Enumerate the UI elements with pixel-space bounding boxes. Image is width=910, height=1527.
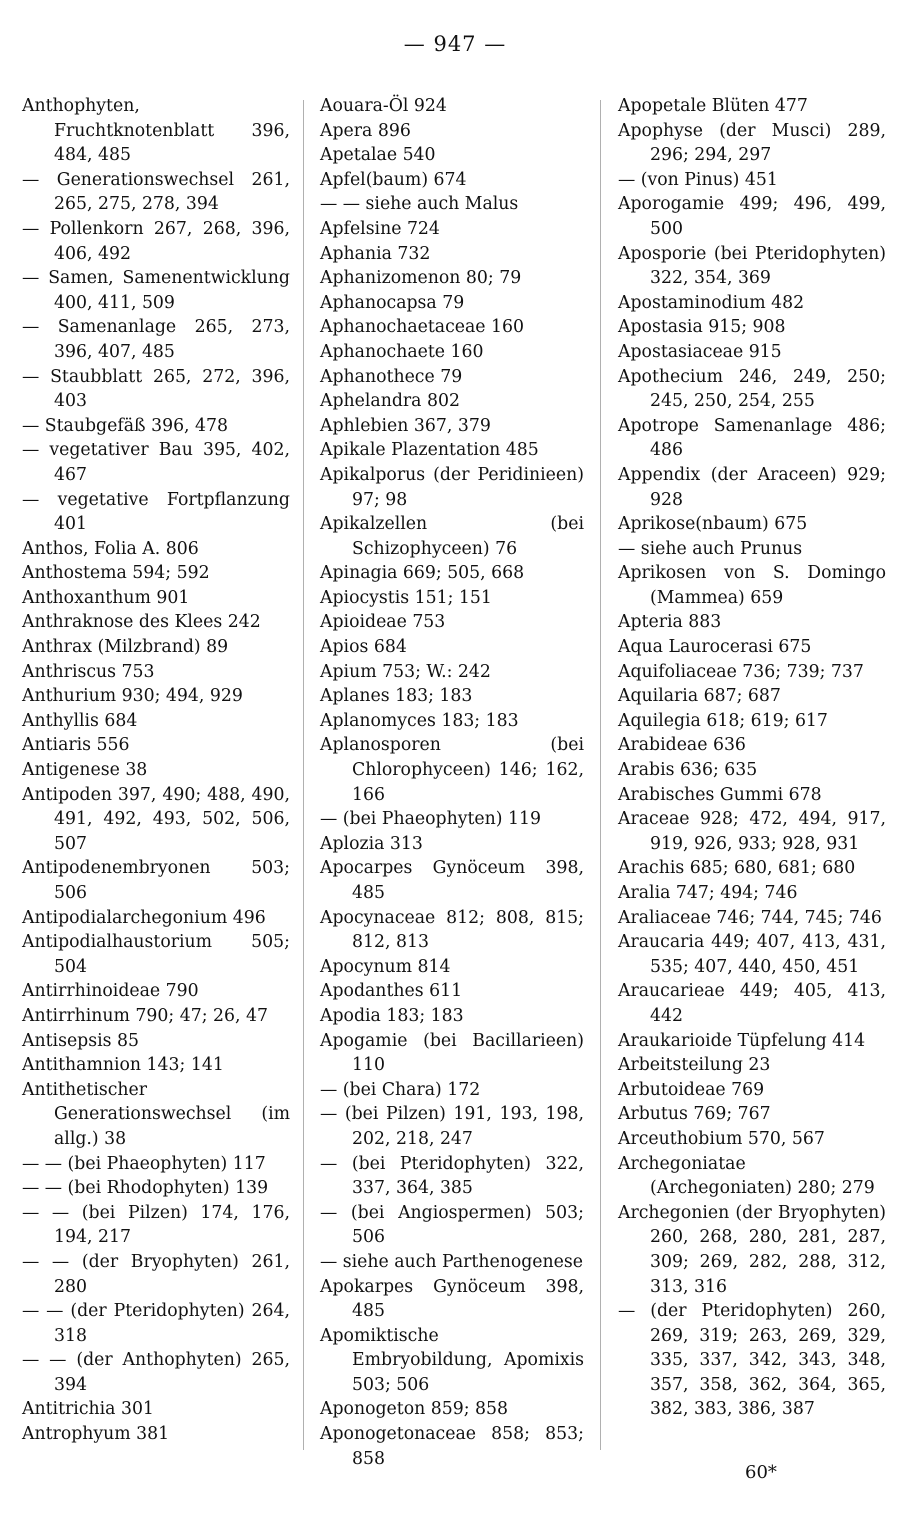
index-entry: — vegetative Fortpflanzung 401 <box>22 489 290 535</box>
index-entry: Aphlebien 367, 379 <box>320 415 491 436</box>
index-entry: Apostasia 915; 908 <box>618 317 786 338</box>
index-entry: Apikalzellen (bei Schizophyceen) 76 <box>320 514 584 559</box>
index-entry: Apocynum 814 <box>320 956 451 977</box>
index-entry: Antirrhinum 790; 47; 26, 47 <box>22 1005 268 1026</box>
index-entry: Arachis 685; 680, 681; 680 <box>618 858 856 879</box>
index-entry: Antipodenembryonen 503; 506 <box>22 858 290 903</box>
index-entry: Anthrax (Milzbrand) 89 <box>22 637 229 658</box>
index-entry: Arabideae 636 <box>618 735 746 756</box>
index-entry: Arbeitsteilung 23 <box>618 1055 771 1076</box>
index-entry: — vegetativer Bau 395, 402, 467 <box>22 440 290 485</box>
index-entry: Antipodialarchegonium 496 <box>22 907 266 928</box>
page-number: — 947 — <box>403 32 507 56</box>
index-entry: Aplozia 313 <box>320 833 423 854</box>
index-entry: Apokarpes Gynöceum 398, 485 <box>320 1276 584 1322</box>
index-entry: Araucaria 449; 407, 413, 431, 535; 407, 440, 450, 451 <box>618 932 886 977</box>
index-entry: Aqua Laurocerasi 675 <box>618 637 812 658</box>
index-entry: Anthoxanthum 901 <box>22 587 190 608</box>
index-entry: Aposporie (bei Pteridophyten) 322, 354, 369 <box>618 243 886 289</box>
index-entry: — Staubgefäß 396, 478 <box>22 415 229 436</box>
index-entry: Antisepsis 85 <box>22 1030 139 1051</box>
index-entry: — — (bei Phaeophyten) 117 <box>22 1153 266 1174</box>
index-entry: Antigenese 38 <box>22 760 148 781</box>
index-entry: Anthos, Folia A. 806 <box>22 538 199 559</box>
index-entry: Araliaceae 746; 744, 745; 746 <box>618 907 882 928</box>
index-entry: Apostaminodium 482 <box>618 292 805 313</box>
index-entry: Aphania 732 <box>320 243 431 264</box>
index-entry: Apostasiaceae 915 <box>618 341 782 362</box>
index-entry: Aralia 747; 494; 746 <box>618 883 798 903</box>
index-entry: Antitrichia 301 <box>22 1399 154 1420</box>
index-entry: Appendix (der Araceen) 929; 928 <box>618 464 886 510</box>
index-entry: Aprikose(nbaum) 675 <box>618 514 808 535</box>
index-entry: Apium 753; W.: 242 <box>320 661 491 682</box>
index-entry: Antirrhinoideae 790 <box>22 981 199 1002</box>
index-entry: Arabisches Gummi 678 <box>618 784 822 805</box>
index-entry: Apiocystis 151; 151 <box>320 587 492 608</box>
index-entry: Aphanothece 79 <box>320 366 463 387</box>
index-column-3 <box>618 94 886 1422</box>
index-entry: Aplanes 183; 183 <box>320 686 473 707</box>
index-entry: — — (bei Rhodophyten) 139 <box>22 1178 269 1199</box>
index-entry: Apotrope Samenanlage 486; 486 <box>618 415 886 461</box>
index-entry: Aphanochaete 160 <box>320 341 484 362</box>
index-entry: Araceae 928; 472, 494, 917, 919, 926, 933; 928, 931 <box>618 809 886 854</box>
index-entry: Apetalae 540 <box>320 145 436 166</box>
index-entry: Aponogeton 859; 858 <box>320 1399 509 1420</box>
index-entry: Apopetale Blüten 477 <box>618 96 808 116</box>
index-entry: — Generationswechsel 261, 265, 275, 278, 394 <box>22 169 290 215</box>
index-entry: Apioideae 753 <box>320 612 446 633</box>
index-entry: — Staubblatt 265, 272, 396, 403 <box>22 366 290 412</box>
index-entry: — siehe auch Prunus <box>618 538 803 559</box>
index-entry: Arceuthobium 570, 567 <box>618 1128 825 1149</box>
index-entry: Archegoniatae (Archegoniaten) 280; 279 <box>618 1153 875 1199</box>
index-entry: Apogamie (bei Bacillarieen) 110 <box>320 1030 584 1076</box>
index-entry: Apikalporus (der Peridinieen) 97; 98 <box>320 464 584 510</box>
index-column-1 <box>22 94 290 1447</box>
index-entry: — Samenanlage 265, 273, 396, 407, 485 <box>22 317 290 362</box>
index-entry: Antipoden 397, 490; 488, 490, 491, 492, 493, 502, 506, 507 <box>22 784 290 854</box>
index-entry: Aprikosen von S. Domingo (Mammea) 659 <box>618 563 886 608</box>
index-entry: Apodanthes 611 <box>320 981 463 1002</box>
index-entry: Arbutoideae 769 <box>618 1079 765 1100</box>
index-entry: — (bei Phaeophyten) 119 <box>320 809 541 830</box>
index-entry: — (von Pinus) 451 <box>618 169 778 190</box>
index-entry: Araukarioide Tüpfelung 414 <box>618 1030 866 1051</box>
index-entry: Arabis 636; 635 <box>618 760 758 781</box>
column-divider <box>600 100 601 1450</box>
index-entry: Apomiktische Embryobildung, Apomixis 503; 506 <box>320 1325 584 1395</box>
column-divider <box>303 100 304 1450</box>
index-entry: Aplanomyces 183; 183 <box>320 710 519 731</box>
index-entry: Apocynaceae 812; 808, 815; 812, 813 <box>320 907 584 953</box>
index-entry: — (bei Chara) 172 <box>320 1079 481 1100</box>
index-entry: Apios 684 <box>320 637 407 658</box>
index-entry: Aquilaria 687; 687 <box>618 686 781 707</box>
index-entry: Antipodialhaustorium 505; 504 <box>22 932 290 977</box>
index-entry: Anthurium 930; 494, 929 <box>22 686 243 707</box>
index-entry: Anthraknose des Klees 242 <box>22 612 261 633</box>
index-entry: Antrophyum 381 <box>22 1424 170 1445</box>
index-entry: Arbutus 769; 767 <box>618 1104 771 1125</box>
index-entry: Archegonien (der Bryophyten) 260, 268, 280, 281, 287, 309; 269, 282, 288, 312, 313, 316 <box>618 1202 886 1297</box>
index-entry: Aporogamie 499; 496, 499, 500 <box>618 194 886 239</box>
index-entry: — (bei Angiospermen) 503; 506 <box>320 1202 584 1248</box>
index-entry: Apinagia 669; 505, 668 <box>320 563 525 584</box>
index-entry: Apfelsine 724 <box>320 218 440 239</box>
index-entry: Aponogetonaceae 858; 853; 858 <box>320 1424 584 1469</box>
index-entry: — (bei Pilzen) 191, 193, 198, 202, 218, 247 <box>320 1104 584 1149</box>
index-entry: Antithetischer Generationswechsel (im allg.) 38 <box>22 1079 290 1149</box>
index-entry: Apocarpes Gynöceum 398, 485 <box>320 858 584 903</box>
index-entry: Aplanosporen (bei Chlorophyceen) 146; 162, 166 <box>320 735 584 805</box>
index-entry: Anthriscus 753 <box>22 661 155 682</box>
index-entry: — (bei Pteridophyten) 322, 337, 364, 385 <box>320 1153 584 1199</box>
index-entry: Apteria 883 <box>618 612 722 633</box>
index-entry: Apikale Plazentation 485 <box>320 440 539 461</box>
index-entry: — — (der Pteridophyten) 264, 318 <box>22 1301 290 1346</box>
index-entry: Apothecium 246, 249, 250; 245, 250, 254, 255 <box>618 366 886 412</box>
index-entry: Aouara-Öl 924 <box>320 96 447 116</box>
index-entry: Anthophyten, Fruchtknotenblatt 396, 484, 485 <box>22 96 290 166</box>
index-entry: Apfel(baum) 674 <box>320 169 467 190</box>
index-entry: Aphelandra 802 <box>320 391 460 412</box>
index-entry: Aphanizomenon 80; 79 <box>320 268 522 289</box>
index-entry: — (der Pteridophyten) 260, 269, 319; 263, 269, 329, 335, 337, 342, 343, 348, 357, 358, 362, 364, 365, 382, 383, 386, 387 <box>618 1301 886 1420</box>
index-entry: Anthyllis 684 <box>22 710 138 731</box>
index-column-2 <box>320 94 584 1471</box>
index-entry: — siehe auch Parthenogenese <box>320 1251 583 1272</box>
index-entry: — Pollenkorn 267, 268, 396, 406, 492 <box>22 218 290 264</box>
index-entry: Antithamnion 143; 141 <box>22 1055 224 1076</box>
index-entry: Araucarieae 449; 405, 413, 442 <box>618 981 886 1026</box>
index-entry: — — (bei Pilzen) 174, 176, 194, 217 <box>22 1202 290 1248</box>
index-entry: Apophyse (der Musci) 289, 296; 294, 297 <box>618 120 886 166</box>
index-entry: Aquilegia 618; 619; 617 <box>618 710 828 731</box>
index-entry: Anthostema 594; 592 <box>22 563 210 584</box>
index-entry: — — siehe auch Malus <box>320 194 519 215</box>
index-entry: Apera 896 <box>320 120 411 141</box>
index-entry: — — (der Anthophyten) 265, 394 <box>22 1350 290 1395</box>
index-entry: Aphanocapsa 79 <box>320 292 465 313</box>
signature-mark: 60* <box>745 1462 777 1483</box>
index-entry: Aquifoliaceae 736; 739; 737 <box>618 661 864 682</box>
index-entry: Apodia 183; 183 <box>320 1005 464 1026</box>
index-entry: Aphanochaetaceae 160 <box>320 317 525 338</box>
index-entry: Antiaris 556 <box>22 735 130 756</box>
index-entry: — — (der Bryophyten) 261, 280 <box>22 1251 290 1297</box>
index-entry: — Samen, Samenentwicklung 400, 411, 509 <box>22 268 290 313</box>
